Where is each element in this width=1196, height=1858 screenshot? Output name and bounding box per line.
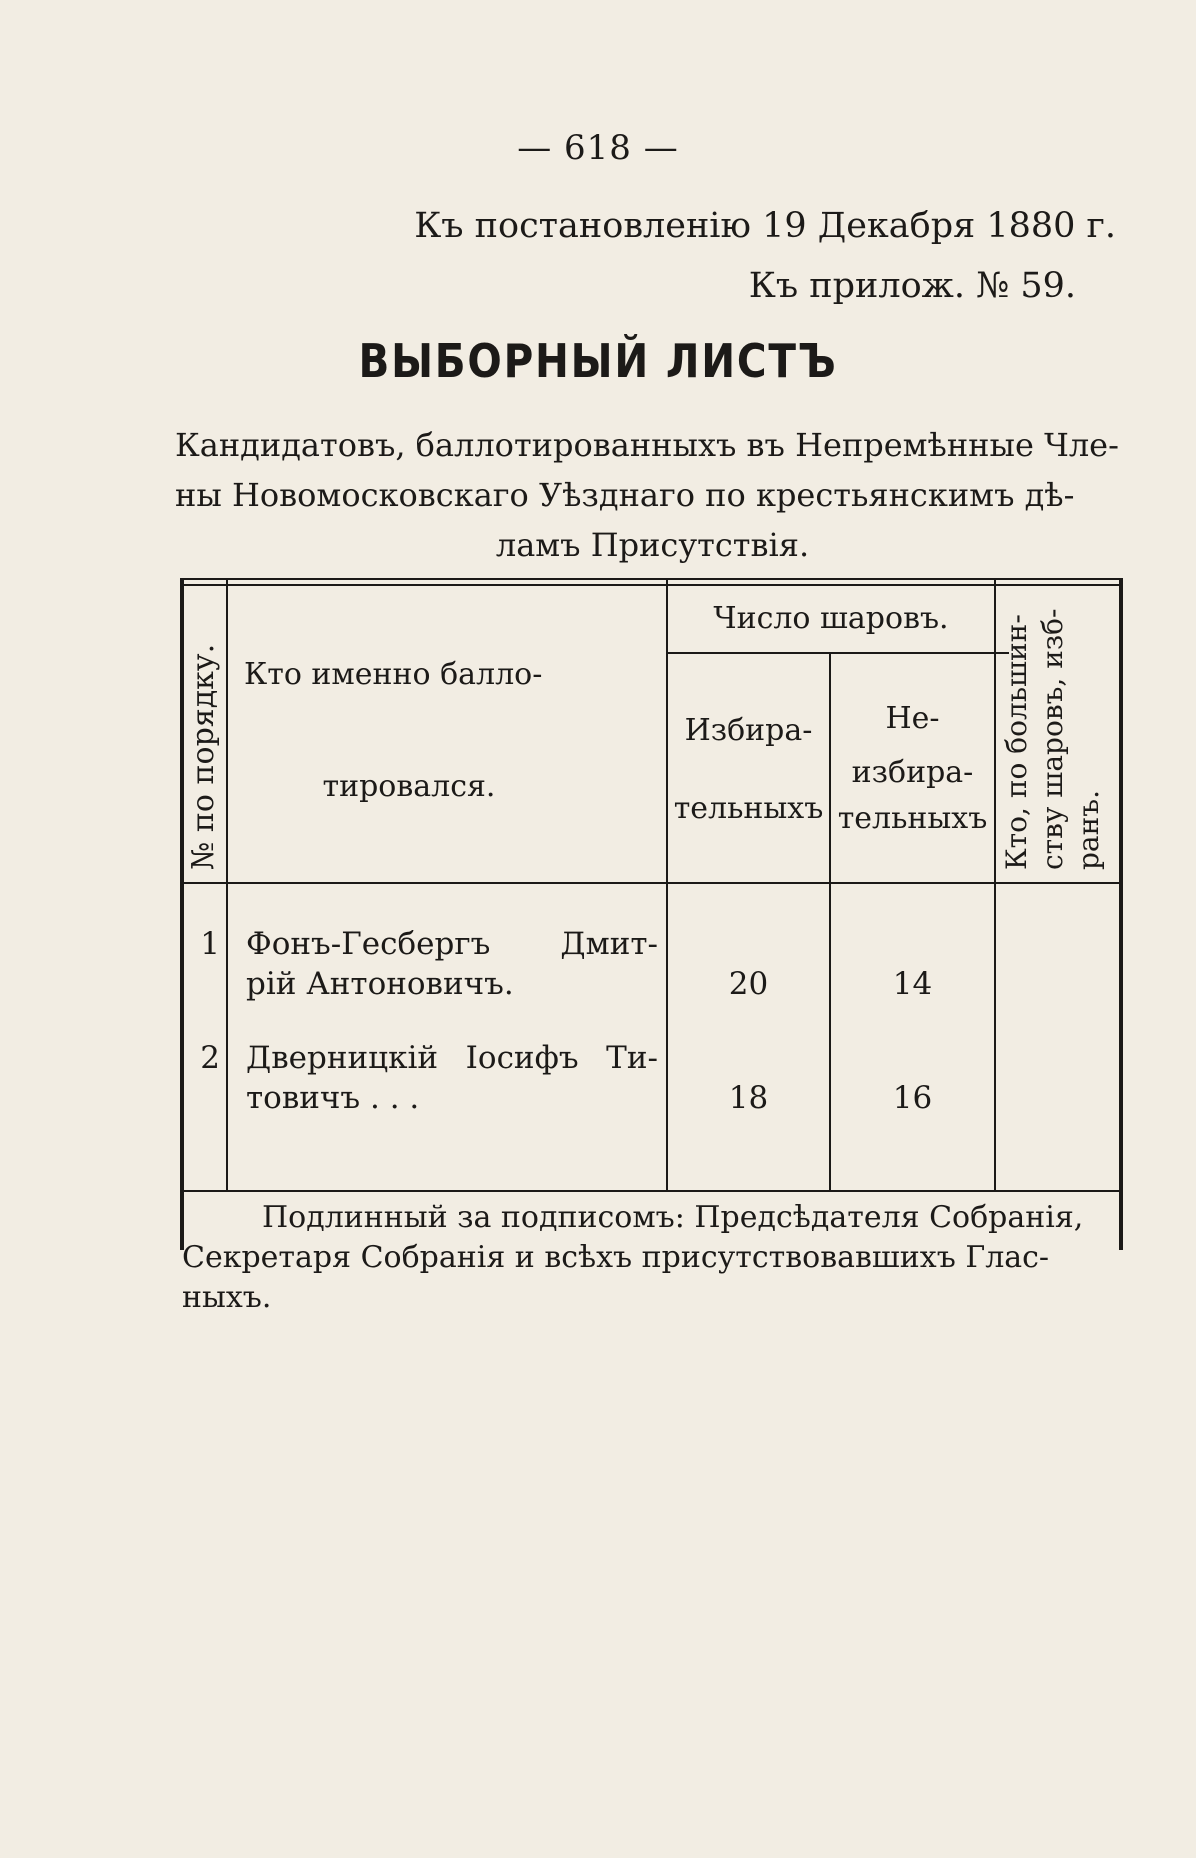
table-top-rule-inner [184, 584, 1119, 586]
electoral-votes: 18 [728, 1080, 769, 1116]
resolution-reference: Къ постановленію 19 Декабря 1880 г. [414, 206, 1116, 246]
header-candidate-line-2: тировался. [322, 769, 496, 804]
subtitle-line-3: ламъ Присутствія. [495, 526, 810, 564]
signature-note-line-2: Секретаря Собранія и всѣхъ присутствовавшихъ Глас- [182, 1240, 1050, 1275]
header-electoral-line-1: Избира- [684, 713, 813, 748]
col-rule-1 [226, 578, 228, 1190]
candidate-name-line-1: Фонъ-Гесбергъ Дмит- [246, 926, 658, 962]
subtitle [175, 420, 1130, 570]
signature-note-line-3: ныхъ. [182, 1280, 272, 1315]
header-votes-group: Число шаровъ. [713, 601, 949, 636]
signature-note-line-1: Подлинный за подписомъ: Предсѣдателя Собранія, [262, 1200, 1084, 1235]
subtitle-line-1: Кандидатовъ, баллотированныхъ въ Непремѣнные Чле- [175, 426, 1119, 464]
electoral-votes: 20 [728, 966, 769, 1002]
ballot-table [180, 578, 1123, 1250]
header-bottom-rule [184, 882, 1119, 884]
header-electoral-line-2: тельныхъ [673, 791, 824, 826]
header-elected-line-2: ству шаровъ, изб- [1036, 608, 1069, 870]
candidate-name-line-2: рій Антоновичъ. [246, 966, 514, 1002]
non-electoral-votes: 16 [892, 1080, 933, 1116]
row-number: 1 [200, 926, 220, 962]
header-number: № по порядку. [186, 643, 221, 870]
header-candidate-line-1: Кто именно балло- [244, 657, 543, 692]
header-non-electoral-line-1: Не- [885, 701, 940, 736]
non-electoral-votes: 14 [892, 966, 933, 1002]
header-elected-line-3: ранъ. [1072, 790, 1105, 870]
row-number: 2 [200, 1040, 220, 1076]
header-elected-line-1: Кто, по большин- [1000, 614, 1033, 870]
candidate-name-line-2: товичъ . . . [246, 1080, 420, 1116]
candidate-name-line-1: Дверницкій Іосифъ Ти- [246, 1040, 658, 1076]
page-title: ВЫБОРНЫЙ ЛИСТЪ [358, 334, 838, 388]
col-rule-4 [994, 578, 996, 1190]
subtitle-line-2: ны Новомосковскаго Уѣзднаго по крестьянскимъ дѣ- [175, 476, 1075, 514]
page-number: — 618 — [517, 128, 679, 168]
signature-note [182, 1198, 1110, 1318]
table-top-rule [184, 578, 1119, 580]
appendix-reference: Къ прилож. № 59. [748, 266, 1076, 306]
table-bottom-rule [184, 1190, 1119, 1192]
votes-group-rule [666, 652, 1009, 654]
header-non-electoral-line-2: избира- [851, 755, 974, 790]
header-non-electoral-line-3: тельныхъ [837, 801, 988, 836]
